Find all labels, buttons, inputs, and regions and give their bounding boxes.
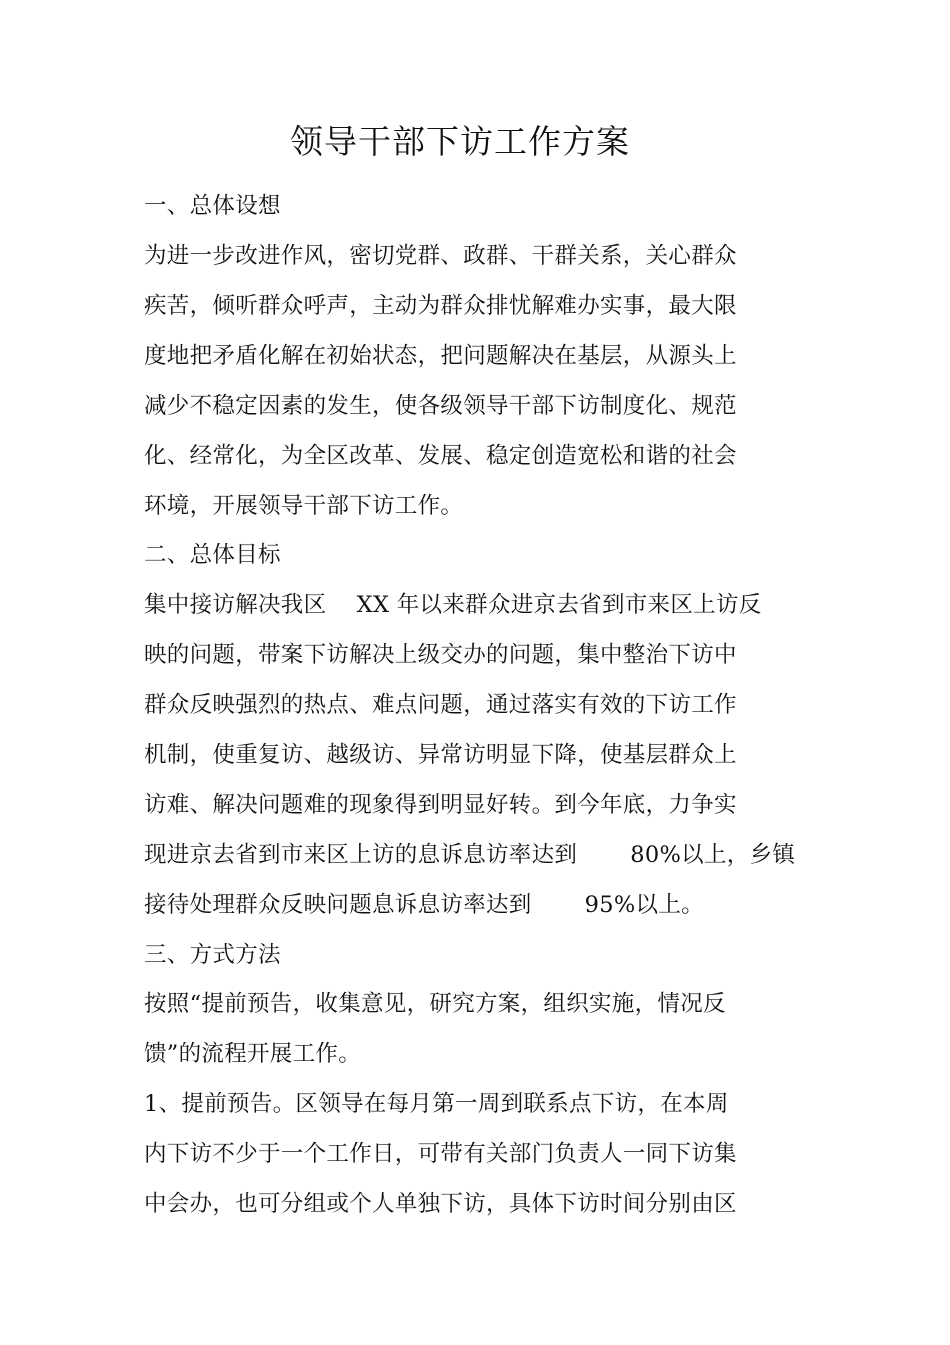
paragraph-line: 度地把矛盾化解在初始状态，把问题解决在基层，从源头上 bbox=[144, 343, 737, 369]
paragraph-line: 按照“提前预告，收集意见，研究方案，组织实施，情况反 bbox=[144, 991, 726, 1017]
section-heading: 二、总体目标 bbox=[144, 542, 281, 568]
paragraph-line: 群众反映强烈的热点、难点问题，通过落实有效的下访工作 bbox=[144, 692, 737, 718]
paragraph-line: 机制，使重复访、越级访、异常访明显下降，使基层群众上 bbox=[144, 742, 737, 768]
paragraph-line: 现进京去省到市来区上访的息诉息访率达到 80%以上，乡镇 bbox=[144, 842, 796, 868]
paragraph-line: 为进一步改进作风，密切党群、政群、干群关系，关心群众 bbox=[144, 243, 737, 269]
paragraph-line: 内下访不少于一个工作日，可带有关部门负责人一同下访集 bbox=[144, 1141, 737, 1167]
paragraph-line: 化、经常化，为全区改革、发展、稳定创造宽松和谐的社会 bbox=[144, 443, 737, 469]
paragraph-line: 接待处理群众反映问题息诉息访率达到 95%以上。 bbox=[144, 892, 704, 918]
paragraph-line: 环境，开展领导干部下访工作。 bbox=[144, 493, 464, 519]
document-title: 领导干部下访工作方案 bbox=[290, 122, 630, 161]
paragraph-line: 疾苦，倾听群众呼声，主动为群众排忧解难办实事，最大限 bbox=[144, 293, 737, 319]
section-heading: 三、方式方法 bbox=[144, 942, 281, 968]
section-heading: 一、总体设想 bbox=[144, 193, 281, 219]
paragraph-line: 中会办，也可分组或个人单独下访，具体下访时间分别由区 bbox=[144, 1191, 737, 1217]
paragraph-line: 访难、解决问题难的现象得到明显好转。到今年底，力争实 bbox=[144, 792, 737, 818]
paragraph-line: 馈”的流程开展工作。 bbox=[144, 1041, 362, 1067]
paragraph-line: 1、提前预告。区领导在每月第一周到联系点下访，在本周 bbox=[144, 1091, 729, 1117]
paragraph-line: 集中接访解决我区 XX 年以来群众进京去省到市来区上访反 bbox=[144, 592, 762, 618]
paragraph-line: 减少不稳定因素的发生，使各级领导干部下访制度化、规范 bbox=[144, 393, 737, 419]
paragraph-line: 映的问题，带案下访解决上级交办的问题，集中整治下访中 bbox=[144, 642, 737, 668]
